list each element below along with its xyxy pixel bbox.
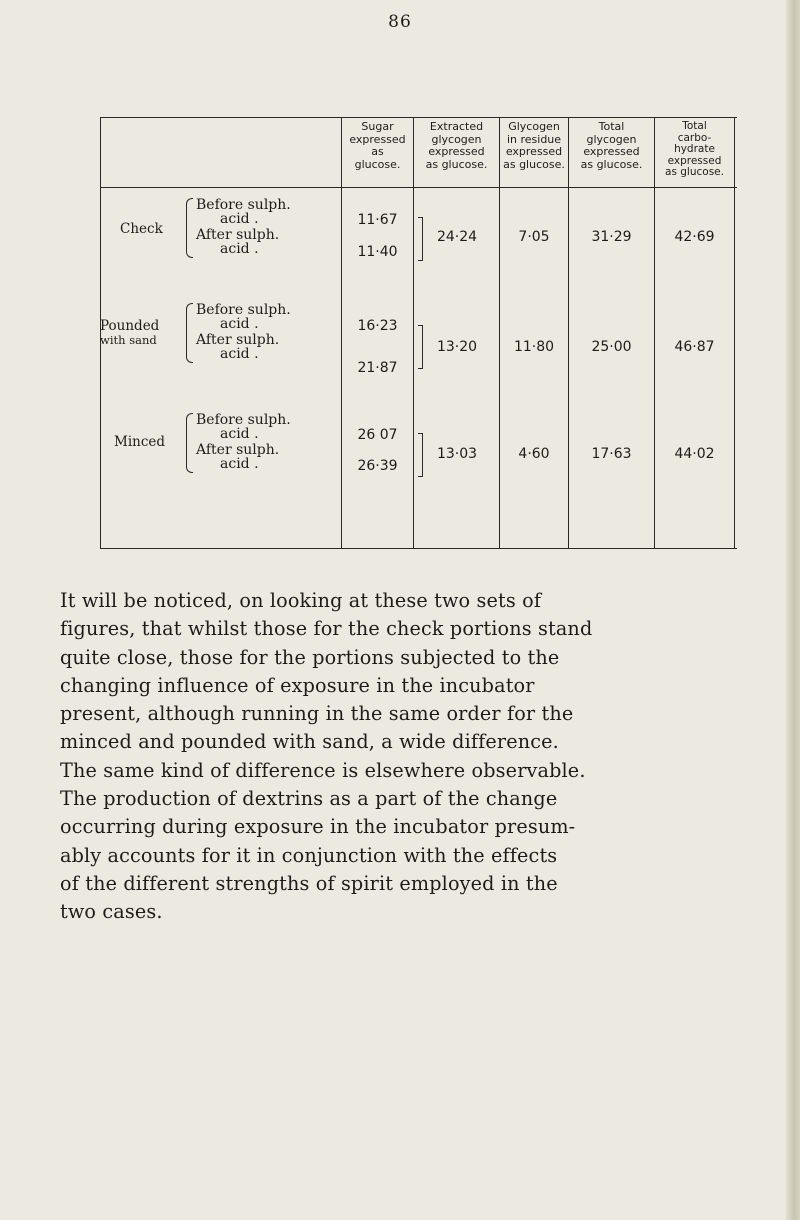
table-header-rule <box>100 187 737 188</box>
group-brace <box>186 413 193 473</box>
paragraph-line: The production of dextrins as a part of the change <box>60 787 558 811</box>
paragraph-line: It will be noticed, on looking at these two sets of <box>60 589 542 612</box>
value-extracted-glycogen: 13·20 <box>436 339 478 355</box>
value-sugar-before: 26 07 <box>357 427 398 443</box>
paragraph-line: figures, that whilst those for the check portions stand <box>60 617 593 641</box>
condition-before: Before sulph. acid . <box>196 302 291 332</box>
column-rule-total-carbohydrate <box>654 117 655 548</box>
paragraph-line: The same kind of difference is elsewhere observable. <box>60 758 586 782</box>
group-name: Minced <box>114 434 166 450</box>
paragraph-line: two cases. <box>60 900 163 924</box>
value-sugar-before: 16·23 <box>357 318 398 334</box>
group-brace <box>186 303 193 363</box>
group-brace <box>186 198 193 258</box>
page-edge-shadow <box>786 0 800 1220</box>
condition-after: After sulph. acid . <box>196 442 280 472</box>
header-glycogen-in-residue: Glycogen in residue expressed as glucose. <box>503 120 565 171</box>
value-sugar-after: 21·87 <box>357 360 398 376</box>
condition-before: Before sulph. acid . <box>196 412 291 442</box>
table-right-rule <box>734 117 735 548</box>
value-total-carbohydrate: 42·69 <box>674 229 715 245</box>
paragraph-line: changing influence of exposure in the incubator <box>60 673 535 697</box>
table-bottom-rule <box>100 548 737 549</box>
value-sugar-before: 11·67 <box>357 212 398 228</box>
value-glycogen-residue: 7·05 <box>518 229 550 245</box>
table-top-rule <box>100 117 737 118</box>
column-rule-total-glycogen <box>568 117 569 548</box>
header-sugar: Sugar expressed as glucose. <box>349 120 406 171</box>
paragraph-line: minced and pounded with sand, a wide difference. <box>60 730 559 754</box>
value-extracted-glycogen: 13·03 <box>436 446 478 462</box>
value-sugar-after: 11·40 <box>357 244 398 260</box>
value-total-carbohydrate: 44·02 <box>674 446 715 462</box>
value-total-glycogen: 25·00 <box>591 339 632 355</box>
value-glycogen-residue: 4·60 <box>518 446 550 462</box>
group-label-check <box>100 198 341 260</box>
column-rule-residue <box>499 117 500 548</box>
column-rule-extracted <box>413 117 414 548</box>
page-number: 86 <box>388 12 412 32</box>
group-label-pounded-with-sand <box>100 303 341 365</box>
paragraph-line: quite close, those for the portions subjected to the <box>60 645 560 669</box>
group-name: Check <box>120 221 163 237</box>
value-total-carbohydrate: 46·87 <box>674 339 715 355</box>
group-name: Pounded with sand <box>100 318 160 347</box>
paragraph-line: of the different strengths of spirit employed in the <box>60 871 558 895</box>
value-extracted-glycogen: 24·24 <box>436 229 478 245</box>
value-glycogen-residue: 11·80 <box>513 339 555 355</box>
group-label-minced <box>100 413 341 475</box>
body-paragraph <box>60 587 750 927</box>
data-table <box>100 117 737 549</box>
paragraph-line: present, although running in the same order for the <box>60 702 574 726</box>
header-extracted-glycogen: Extracted glycogen expressed as glucose. <box>425 120 488 171</box>
value-total-glycogen: 17·63 <box>591 446 632 462</box>
condition-before: Before sulph. acid . <box>196 197 291 227</box>
condition-after: After sulph. acid . <box>196 227 280 257</box>
paragraph-line: ably accounts for it in conjunction with the effects <box>60 843 558 867</box>
condition-after: After sulph. acid . <box>196 332 280 362</box>
paragraph-line: occurring during exposure in the incubator presum- <box>60 815 576 839</box>
header-total-carbohydrate: Total carbo- hydrate expressed as glucose. <box>665 120 724 178</box>
value-sugar-after: 26·39 <box>357 458 398 474</box>
value-total-glycogen: 31·29 <box>591 229 632 245</box>
header-total-glycogen: Total glycogen expressed as glucose. <box>580 120 643 171</box>
